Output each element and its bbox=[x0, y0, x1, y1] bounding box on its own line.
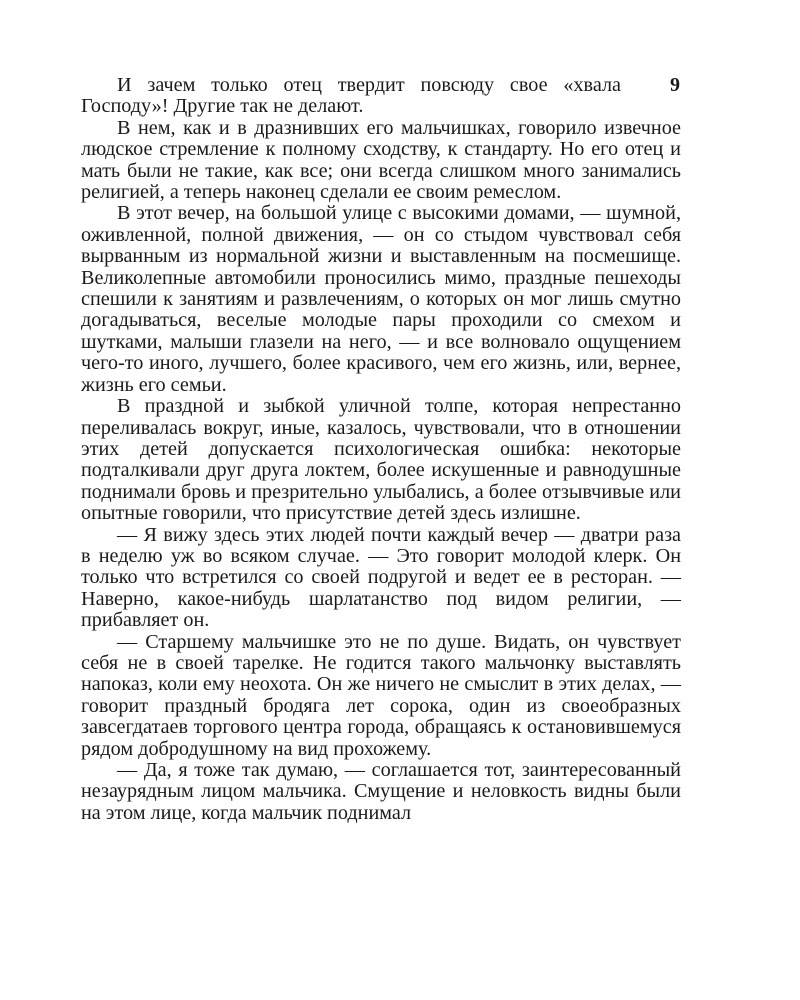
paragraph: В праздной и зыбкой уличной толпе, которая непрестанно переливалась вокруг, иные, казалось, чувствовали, что в отношении этих детей допускается психологическая ошибка: некоторые подталкивали друг друга локтем, более искушенные и равнодушные поднимали бровь и презрительно улыбались, а более отзывчивые или опытные говорили, что присутствие детей здесь излишне. bbox=[81, 395, 681, 525]
paragraph: — Старшему мальчишке это не по душе. Видать, он чувствует себя не в своей тарелке. Не годится такого мальчонку выставлять напоказ, коли ему неохота. Он же ничего не смыслит в этих делах, — говорит праздный бродяга лет сорока, один из своеобразных завсегдатаев торгового центра города, обращаясь к остановившемуся рядом добродушному на вид прохожему. bbox=[81, 630, 681, 760]
paragraph: В этот вечер, на большой улице с высокими домами, — шумной, оживленной, полной движения, — он со стыдом чувствовал себя вырванным из нормальной жизни и выставленным на посмешище. Великолепные автомобили проносились мимо, праздные пешеходы спешили к занятиям и развлечениям, о которых он мог лишь смутно догадываться, веселые молодые пары проходили со смехом и шутками, малыши глазели на него, — и все волновало ощущением чего-то иного, лучшего, более красивого, чем его жизнь, или, вернее, жизнь его семьи. bbox=[81, 202, 681, 396]
page-number: 9 bbox=[670, 74, 680, 96]
paragraph: — Я вижу здесь этих людей почти каждый вечер — дватри раза в неделю уж во всяком случае. — Это говорит молодой клерк. Он только что встретился со своей подругой и ведет ее в ресторан. — Наверно, какое-нибудь шарлатанство под видом религии, — прибавляет он. bbox=[81, 523, 681, 632]
text-body bbox=[81, 75, 681, 824]
paragraph: И зачем только отец твердит повсюду свое «хвала Господу»! Другие так не делают. bbox=[81, 74, 621, 118]
paragraph: — Да, я тоже так думаю, — соглашается тот, заинтересованный незаурядным лицом мальчика. Смущение и неловкость видны были на этом лице, когда мальчик поднимал bbox=[81, 759, 681, 824]
paragraph: В нем, как и в дразнивших его мальчишках, говорило извечное людское стремление к полному сходству, к стандарту. Но его отец и мать были не такие, как все; они всегда слишком много занимались религией, а теперь наконец сделали ее своим ремеслом. bbox=[81, 116, 681, 204]
